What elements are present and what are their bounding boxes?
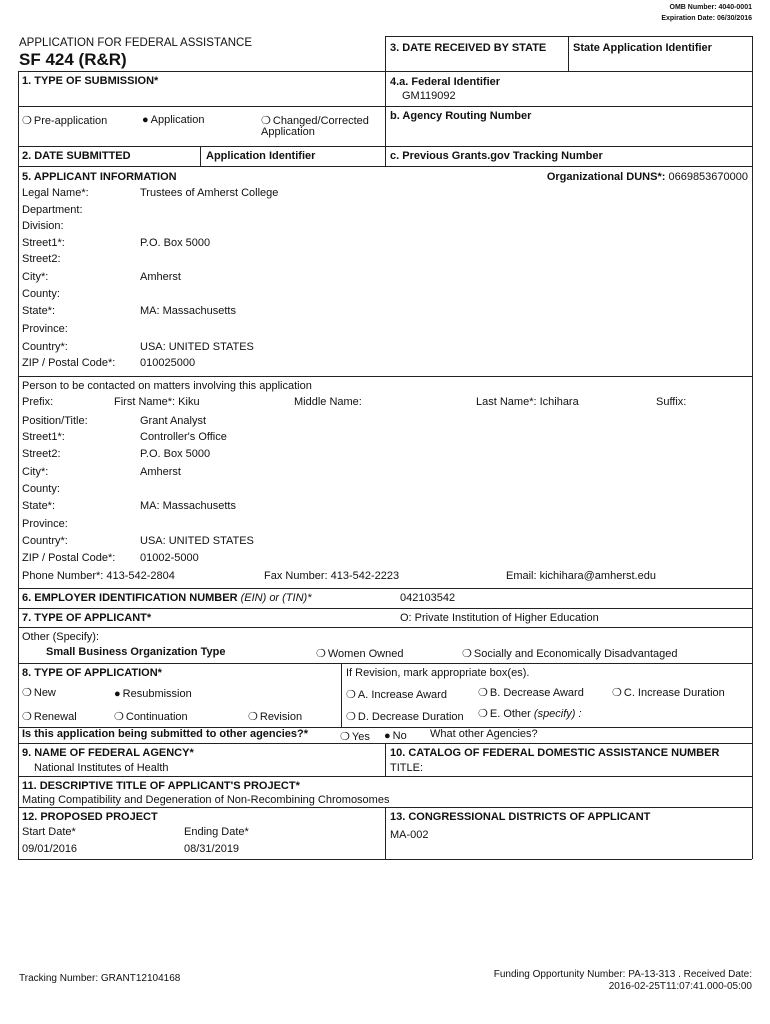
radio-decrease-award[interactable]: ❍ B. Decrease Award xyxy=(478,687,584,699)
congressional-districts-label: 13. CONGRESSIONAL DISTRICTS OF APPLICANT xyxy=(390,811,651,823)
application-identifier-label: Application Identifier xyxy=(206,150,316,162)
applicant-info-label: 5. APPLICANT INFORMATION xyxy=(22,171,177,183)
radio-empty-icon: ❍ xyxy=(22,687,32,699)
federal-identifier-value: GM119092 xyxy=(402,90,456,102)
field-label: City*: xyxy=(22,466,49,478)
date-received-label: 3. DATE RECEIVED BY STATE xyxy=(390,42,547,54)
radio-increase-award[interactable]: ❍ A. Increase Award xyxy=(346,689,447,701)
radio-empty-icon: ❍ xyxy=(346,689,356,701)
field-value: Trustees of Amherst College xyxy=(140,187,279,199)
field-value: USA: UNITED STATES xyxy=(140,341,254,353)
duns xyxy=(547,171,748,183)
field-value: Grant Analyst xyxy=(140,415,207,427)
radio-filled-icon: ● xyxy=(114,688,121,700)
radio-increase-duration[interactable]: ❍ C. Increase Duration xyxy=(612,687,725,699)
radio-empty-icon: ❍ xyxy=(478,687,488,699)
phone-number: Phone Number*: 413-542-2804 xyxy=(22,570,175,582)
prefix-label: Prefix: xyxy=(22,396,54,408)
field-value: MA: Massachusetts xyxy=(140,500,236,512)
what-other-agencies: What other Agencies? xyxy=(430,728,538,740)
revision-instructions: If Revision, mark appropriate box(es). xyxy=(346,667,530,679)
ein-label: 6. EMPLOYER IDENTIFICATION NUMBER (EIN) or (TIN)* xyxy=(22,592,312,604)
cfda-label: 10. CATALOG OF FEDERAL DOMESTIC ASSISTANCE NUMBER xyxy=(390,747,720,759)
form-name: SF 424 (R&R) xyxy=(19,50,127,69)
field-value: Controller's Office xyxy=(140,431,227,443)
federal-identifier-label: 4.a. Federal Identifier xyxy=(390,76,501,88)
field-value: MA: Massachusetts xyxy=(140,305,236,317)
small-business-type-label: Small Business Organization Type xyxy=(46,646,226,658)
field-label: County: xyxy=(22,288,60,300)
cfda-title-label: TITLE: xyxy=(390,762,424,774)
field-value: Amherst xyxy=(140,271,181,283)
field-label: ZIP / Postal Code*: xyxy=(22,357,116,369)
radio-empty-icon: ❍ xyxy=(478,708,488,720)
field-value: Amherst xyxy=(140,466,181,478)
type-of-applicant-value: O: Private Institution of Higher Education xyxy=(400,612,599,624)
duns-label: Organizational DUNS*: xyxy=(546,171,666,183)
form-heading: APPLICATION FOR FEDERAL ASSISTANCE xyxy=(19,37,253,49)
radio-empty-icon: ❍ xyxy=(114,711,124,723)
duns-value: 0669853670000 xyxy=(668,171,748,183)
field-label: City*: xyxy=(22,271,49,283)
expiration-date: Expiration Date: 06/30/2016 xyxy=(661,15,752,22)
field-value: P.O. Box 5000 xyxy=(140,237,211,249)
field-label: State*: xyxy=(22,500,56,512)
omb-number: OMB Number: 4040-0001 xyxy=(669,4,752,11)
radio-empty-icon: ❍ xyxy=(22,115,32,127)
federal-agency-label: 9. NAME OF FEDERAL AGENCY* xyxy=(22,747,194,759)
field-value: USA: UNITED STATES xyxy=(140,535,254,547)
tracking-number: Tracking Number: GRANT12104168 xyxy=(19,973,181,984)
changed-corrected-line2: Application xyxy=(261,126,315,138)
end-date-value: 08/31/2019 xyxy=(184,843,240,855)
field-value: 010025000 xyxy=(140,357,196,369)
field-label: Street2: xyxy=(22,253,61,265)
suffix-label: Suffix: xyxy=(656,396,687,408)
radio-empty-icon: ❍ xyxy=(346,711,356,723)
field-label: Street1*: xyxy=(22,237,65,249)
field-label: Province: xyxy=(22,518,68,530)
date-submitted-label: 2. DATE SUBMITTED xyxy=(22,150,131,162)
field-label: Legal Name*: xyxy=(22,187,89,199)
radio-filled-icon: ● xyxy=(142,114,149,126)
state-app-id-label: State Application Identifier xyxy=(573,42,712,54)
radio-continuation[interactable]: ❍ Continuation xyxy=(114,711,188,723)
radio-application[interactable]: ● Application xyxy=(142,114,205,126)
project-title-value: Mating Compatibility and Degeneration of Non-Recombining Chromosomes xyxy=(22,794,390,806)
received-date: 2016-02-25T11:07:41.000-05:00 xyxy=(608,981,752,992)
radio-no[interactable]: ● No xyxy=(384,730,407,742)
field-label: ZIP / Postal Code*: xyxy=(22,552,116,564)
start-date-label: Start Date* xyxy=(22,826,76,838)
field-label: Province: xyxy=(22,323,68,335)
field-value: 01002-5000 xyxy=(140,552,199,564)
funding-opportunity: Funding Opportunity Number: PA-13-313 . Received Date: xyxy=(493,969,752,980)
radio-decrease-duration[interactable]: ❍ D. Decrease Duration xyxy=(346,711,464,723)
field-label: Country*: xyxy=(22,341,68,353)
radio-women-owned[interactable]: ❍ Women Owned xyxy=(316,648,404,660)
field-label: Department: xyxy=(22,204,83,216)
field-label: Position/Title: xyxy=(22,415,88,427)
previous-tracking-label: c. Previous Grants.gov Tracking Number xyxy=(390,150,603,162)
start-date-value: 09/01/2016 xyxy=(22,843,78,855)
type-of-applicant-label: 7. TYPE OF APPLICANT* xyxy=(22,612,152,624)
field-label: State*: xyxy=(22,305,56,317)
type-of-application-label: 8. TYPE OF APPLICATION* xyxy=(22,667,162,679)
type-of-submission-label: 1. TYPE OF SUBMISSION* xyxy=(22,75,159,87)
ein-value: 042103542 xyxy=(400,592,456,604)
other-agencies-question: Is this application being submitted to other agencies?* xyxy=(22,728,309,740)
agency-routing-label: b. Agency Routing Number xyxy=(390,110,532,122)
radio-yes[interactable]: ❍ Yes xyxy=(340,731,370,743)
other-specify-label: Other (Specify): xyxy=(22,631,100,643)
radio-socially-disadvantaged[interactable]: ❍ Socially and Economically Disadvantaged xyxy=(462,648,678,660)
contact-heading: Person to be contacted on matters involving this application xyxy=(22,380,312,392)
project-title-label: 11. DESCRIPTIVE TITLE OF APPLICANT'S PROJECT* xyxy=(22,780,300,792)
radio-empty-icon: ❍ xyxy=(462,648,472,660)
proposed-project-label: 12. PROPOSED PROJECT xyxy=(22,811,158,823)
radio-empty-icon: ❍ xyxy=(612,687,622,699)
first-name: First Name*: Kiku xyxy=(114,396,200,408)
last-name: Last Name*: Ichihara xyxy=(476,396,579,408)
radio-new[interactable]: ❍ New xyxy=(22,687,56,699)
radio-renewal[interactable]: ❍ Renewal xyxy=(22,711,77,723)
fax-number: Fax Number: 413-542-2223 xyxy=(264,570,400,582)
middle-name-label: Middle Name: xyxy=(294,396,362,408)
radio-empty-icon: ❍ xyxy=(22,711,32,723)
field-label: Street1*: xyxy=(22,431,65,443)
federal-agency-value: National Institutes of Health xyxy=(34,762,169,774)
field-label: Street2: xyxy=(22,448,61,460)
radio-changed-corrected[interactable]: ❍ Changed/Corrected xyxy=(261,115,369,127)
end-date-label: Ending Date* xyxy=(184,826,249,838)
radio-revision[interactable]: ❍ Revision xyxy=(248,711,303,723)
email: Email: kichihara@amherst.edu xyxy=(506,570,656,582)
radio-empty-icon: ❍ xyxy=(316,648,326,660)
radio-resubmission[interactable]: ● Resubmission xyxy=(114,688,192,700)
field-value: P.O. Box 5000 xyxy=(140,448,211,460)
field-label: Division: xyxy=(22,220,64,232)
radio-other[interactable]: ❍ E. Other (specify) : xyxy=(478,708,582,720)
radio-pre-application[interactable]: ❍ Pre-application xyxy=(22,115,108,127)
radio-filled-icon: ● xyxy=(384,730,391,742)
congressional-districts-value: MA-002 xyxy=(390,829,429,841)
radio-empty-icon: ❍ xyxy=(340,731,350,743)
field-label: Country*: xyxy=(22,535,68,547)
radio-empty-icon: ❍ xyxy=(261,115,271,127)
radio-empty-icon: ❍ xyxy=(248,711,258,723)
field-label: County: xyxy=(22,483,60,495)
